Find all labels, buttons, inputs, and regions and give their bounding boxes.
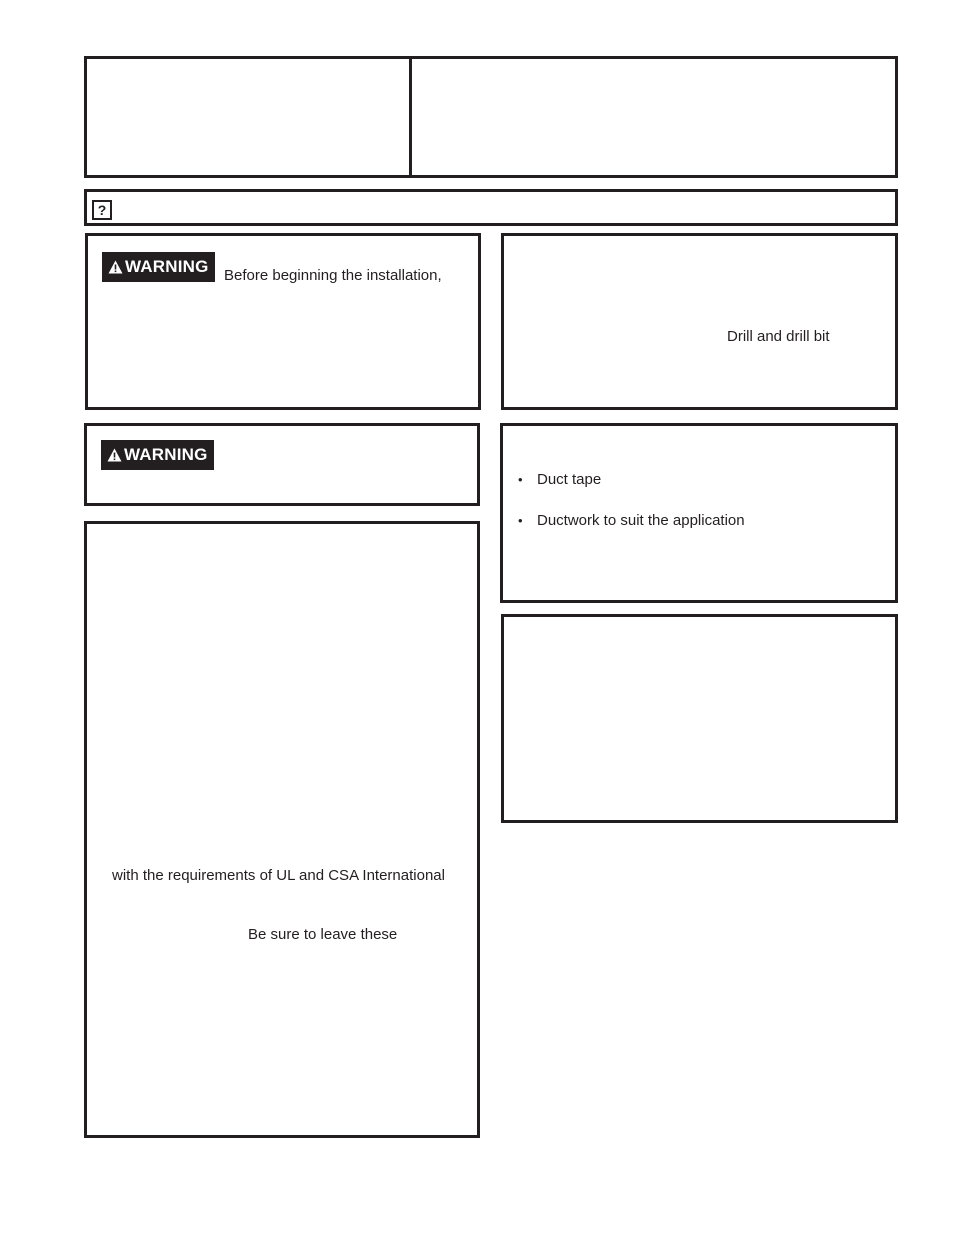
warning-badge bbox=[102, 252, 215, 282]
warning-badge bbox=[101, 440, 214, 470]
materials-box bbox=[500, 423, 898, 603]
bullet-icon: • bbox=[518, 513, 523, 528]
warning-label: WARNING bbox=[125, 257, 209, 276]
warning-box-2 bbox=[84, 423, 480, 506]
header-divider bbox=[409, 56, 412, 178]
warning-text: Before beginning the installation, bbox=[224, 267, 442, 284]
tools-item: Drill and drill bit bbox=[727, 328, 830, 345]
info-box bbox=[501, 614, 898, 823]
warning-triangle-icon bbox=[108, 260, 123, 274]
list-item bbox=[518, 471, 601, 489]
bullet-icon: • bbox=[518, 472, 523, 487]
header-table bbox=[84, 56, 898, 178]
list-item-text: Ductwork to suit the application bbox=[537, 512, 745, 529]
warning-triangle-icon bbox=[107, 448, 122, 462]
question-icon: ? bbox=[92, 200, 112, 220]
list-item-text: Duct tape bbox=[537, 471, 602, 488]
body-line: with the requirements of UL and CSA International bbox=[112, 867, 445, 884]
warning-box-1 bbox=[85, 233, 481, 410]
section-bar bbox=[84, 189, 898, 226]
warning-label: WARNING bbox=[124, 445, 208, 464]
tools-box bbox=[501, 233, 898, 410]
list-item bbox=[518, 512, 745, 530]
body-line: Be sure to leave these bbox=[248, 926, 398, 943]
main-text-box bbox=[84, 521, 480, 1138]
